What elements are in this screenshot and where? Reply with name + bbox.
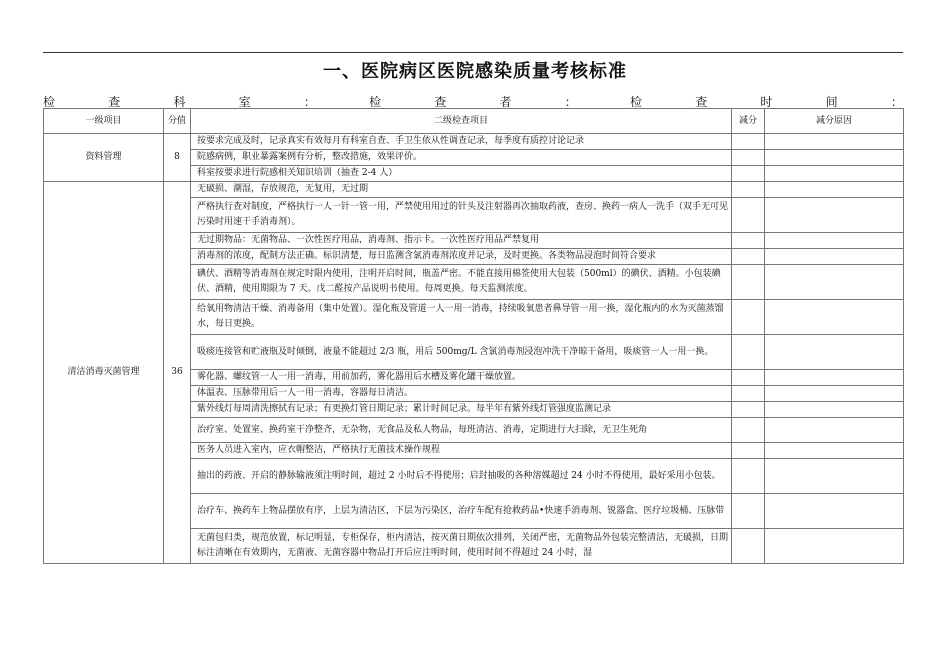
reason-cell[interactable] [765,182,904,198]
reason-cell[interactable] [765,300,904,335]
check-item: 碘伏、酒精等消毒剂在规定时限内使用，注明开启时间，瓶盖严密。不能直接用棉签使用大包装（500ml）的碘伏、酒精。小包装碘伏、酒精，使用期限为 7 天。戊二醛按产品说明书使用。每周更换。每天监测浓度。 [191,265,732,300]
deduction-cell[interactable] [732,402,765,418]
info-char: ： [890,95,903,109]
section-score: 8 [164,134,191,182]
check-item: 科室按要求进行院感相关知识培训（抽查 2-4 人） [191,166,732,182]
header-level2: 二级检查项目 [191,109,732,134]
info-char: 科 [173,95,186,109]
reason-cell[interactable] [765,494,904,529]
reason-cell[interactable] [765,443,904,459]
deduction-cell[interactable] [732,494,765,529]
table-row [44,134,904,150]
reason-cell[interactable] [765,150,904,166]
deduction-cell[interactable] [732,166,765,182]
reason-cell[interactable] [765,529,904,564]
reason-cell[interactable] [765,249,904,265]
reason-cell[interactable] [765,335,904,370]
deduction-cell[interactable] [732,370,765,386]
info-char: ： [564,95,577,109]
header-deduction: 减分 [732,109,765,134]
deduction-cell[interactable] [732,198,765,233]
deduction-cell[interactable] [732,249,765,265]
info-char: 检 [43,95,56,109]
check-item: 给氧用物清洁干燥、消毒备用（集中处置）。湿化瓶及管道一人一用一消毒，持续吸氧患者鼻导管一用一换，湿化瓶内的水为灭菌蒸馏水，每日更换。 [191,300,732,335]
check-item: 院感病例，职业暴露案例有分析，整改措施，效果评价。 [191,150,732,166]
deduction-cell[interactable] [732,386,765,402]
reason-cell[interactable] [765,265,904,300]
reason-cell[interactable] [765,134,904,150]
table-header-row [44,109,904,134]
header-level1: 一级项目 [44,109,164,134]
check-item: 严格执行查对制度，严格执行一人一针一管一用，严禁使用用过的针头及注射器再次抽取药液，查房、换药一病人一洗手（双手无可见污染时用速干手消毒剂）。 [191,198,732,233]
reason-cell[interactable] [765,166,904,182]
check-item: 雾化器、螺纹管一人一用一消毒，用前加药，雾化器用后水槽及雾化罐干燥放置。 [191,370,732,386]
header-deduction-reason: 减分原因 [765,109,904,134]
deduction-cell[interactable] [732,300,765,335]
check-item: 无过期物品：无菌物品、一次性医疗用品，消毒剂、指示卡。一次性医疗用品严禁复用 [191,233,732,249]
check-item: 治疗室、处置室、换药室干净整齐，无杂物，无食品及私人物品，每班清洁、消毒，定期进行大扫除，无卫生死角 [191,418,732,443]
reason-cell[interactable] [765,459,904,494]
info-char: 间 [825,95,838,109]
reason-cell[interactable] [765,386,904,402]
check-item: 吸痰连接管和贮液瓶及时倾倒，液量不能超过 2/3 瓶，用后 500mg/L 含氯消毒剂浸泡冲洗干净晾干备用，吸痰管一人一用一换。 [191,335,732,370]
check-item: 按要求完成及时，记录真实有效每月有科室自查、手卫生依从性调查记录，每季度有质控讨论记录 [191,134,732,150]
check-item: 无破损、潮湿，存放规范，无复用，无过期 [191,182,732,198]
deduction-cell[interactable] [732,233,765,249]
info-char: 者 [499,95,512,109]
page-title: 一、医院病区医院感染质量考核标准 [323,61,627,82]
check-item: 紫外线灯每周清洗擦拭有记录；有更换灯管日期记录；累计时间记录。每半年有紫外线灯管强度监测记录 [191,402,732,418]
inspection-info-line [43,93,903,107]
deduction-cell[interactable] [732,265,765,300]
deduction-cell[interactable] [732,150,765,166]
top-rule [43,52,903,53]
deduction-cell[interactable] [732,418,765,443]
header-score: 分值 [164,109,191,134]
info-char: 查 [108,95,121,109]
check-item: 体温表、压脉带用后一人一用一消毒，容器每日清洁。 [191,386,732,402]
reason-cell[interactable] [765,233,904,249]
reason-cell[interactable] [765,402,904,418]
deduction-cell[interactable] [732,134,765,150]
deduction-cell[interactable] [732,459,765,494]
section-name: 清洁消毒灭菌管理 [44,182,164,564]
reason-cell[interactable] [765,418,904,443]
table-row [44,182,904,198]
info-char: 时 [760,95,773,109]
check-item: 消毒剂的浓度，配制方法正确。标识清楚，每日监测含氯消毒剂浓度并记录，及时更换。各类物品浸泡时间符合要求 [191,249,732,265]
info-char: ： [303,95,316,109]
info-char: 检 [369,95,382,109]
info-char: 查 [434,95,447,109]
info-char: 查 [695,95,708,109]
deduction-cell[interactable] [732,182,765,198]
reason-cell[interactable] [765,370,904,386]
info-char: 检 [629,95,642,109]
quality-standard-table [43,108,904,564]
check-item: 医务人员进入室内，应衣帽整洁，严格执行无菌技术操作规程 [191,443,732,459]
deduction-cell[interactable] [732,443,765,459]
check-item: 无菌包归类，规范放置，标记明显，专柜保存，柜内清洁，按灭菌日期依次排列，关闭严密，无菌物品外包装完整清洁，无破损，日期标注清晰在有效期内，无菌液、无菌容器中物品打开后应注明时间，使用时间不得超过 24 小时，湿 [191,529,732,564]
section-score: 36 [164,182,191,564]
deduction-cell[interactable] [732,529,765,564]
check-item: 治疗车、换药车上物品摆放有序，上层为清洁区，下层为污染区，治疗车配有抢救药品•快速手消毒剂、锐器盒、医疗垃圾桶、压脉带 [191,494,732,529]
section-name: 资料管理 [44,134,164,182]
info-char: 室 [238,95,251,109]
deduction-cell[interactable] [732,335,765,370]
check-item: 抽出的药液、开启的静脉输液须注明时间，超过 2 小时后不得使用；启封抽吸的各种溶媒超过 24 小时不得使用，最好采用小包装。 [191,459,732,494]
reason-cell[interactable] [765,198,904,233]
